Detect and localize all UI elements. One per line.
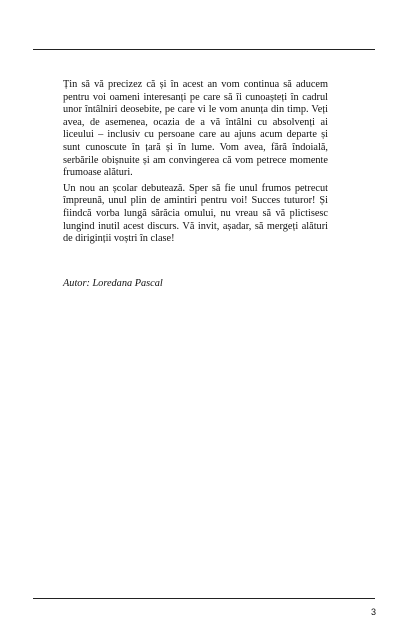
paragraph-2: Un nou an școlar debutează. Sper să fie unul frumos petrecut împreună, unul plin de amintiri pentru voi! Succes tuturor! Și fiindcă vorba lungă sărăcia omului, nu vreau să vă plictisesc lungind inutil acest discurs. Vă invit, așadar, să mergeți alături de diriginții voștri în clase! xyxy=(63,182,328,245)
page-number: 3 xyxy=(370,607,376,617)
author-signature: Autor: Loredana Pascal xyxy=(63,277,163,289)
paragraph-1: Țin să vă precizez că și în acest an vom continua să aducem pentru voi oameni interesanți pe care să îi cunoașteți în cadrul unor întâlniri deosebite, pe care vi le vom anunța din timp. Veți avea, de asemenea, ocazia de a vă întâlni cu absolvenți ai liceului – inclusiv cu persoane care au ajuns acum departe și sunt cunoscute în țară și în lume. Vom avea, fără îndoială, serbările obișnuite și am convingerea că vom petrece momente frumoase alături. xyxy=(63,79,328,179)
footer-rule xyxy=(33,598,375,599)
header-rule xyxy=(33,49,375,50)
main-text-block xyxy=(63,79,328,290)
